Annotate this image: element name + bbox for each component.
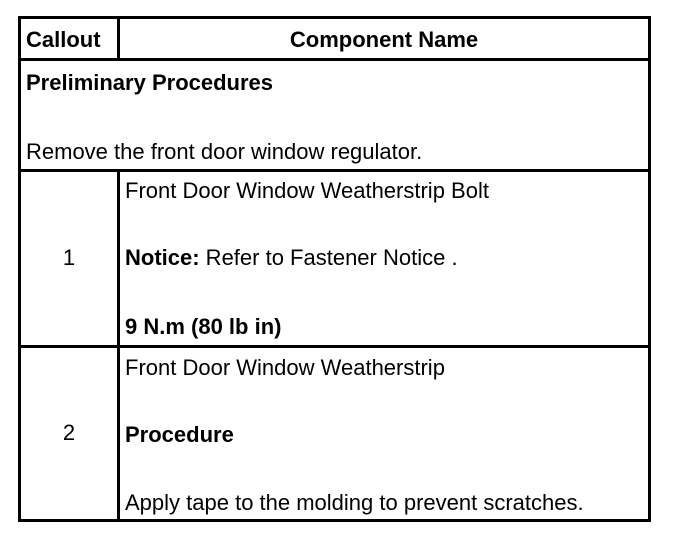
header-component-cell: [120, 19, 648, 58]
header-component-name: Component Name: [289, 27, 479, 52]
component-name: Front Door Window Weatherstrip Bolt: [125, 178, 489, 203]
callout-number: 2: [62, 420, 76, 445]
table-header-row: [21, 19, 648, 61]
component-table: [18, 16, 651, 522]
component-cell: [120, 348, 648, 519]
preliminary-procedures-row: [21, 61, 648, 172]
preliminary-text: Remove the front door window regulator.: [26, 139, 423, 164]
callout-cell: [21, 348, 120, 519]
table-row: [21, 348, 648, 519]
callout-cell: [21, 172, 120, 345]
torque-spec: 9 N.m (80 lb in): [125, 314, 282, 339]
table-row: [21, 172, 648, 348]
procedure-label: Procedure: [125, 422, 234, 447]
header-callout-cell: [21, 19, 120, 58]
notice-line: [125, 245, 458, 271]
callout-number: 1: [62, 245, 76, 270]
notice-text: Refer to Fastener Notice .: [199, 245, 458, 270]
procedure-text: Apply tape to the molding to prevent scratches.: [125, 490, 584, 515]
component-cell: [120, 172, 648, 345]
notice-label: Notice:: [125, 245, 200, 270]
preliminary-title: Preliminary Procedures: [26, 70, 274, 95]
header-callout: Callout: [26, 27, 101, 52]
component-name: Front Door Window Weatherstrip: [125, 355, 445, 380]
